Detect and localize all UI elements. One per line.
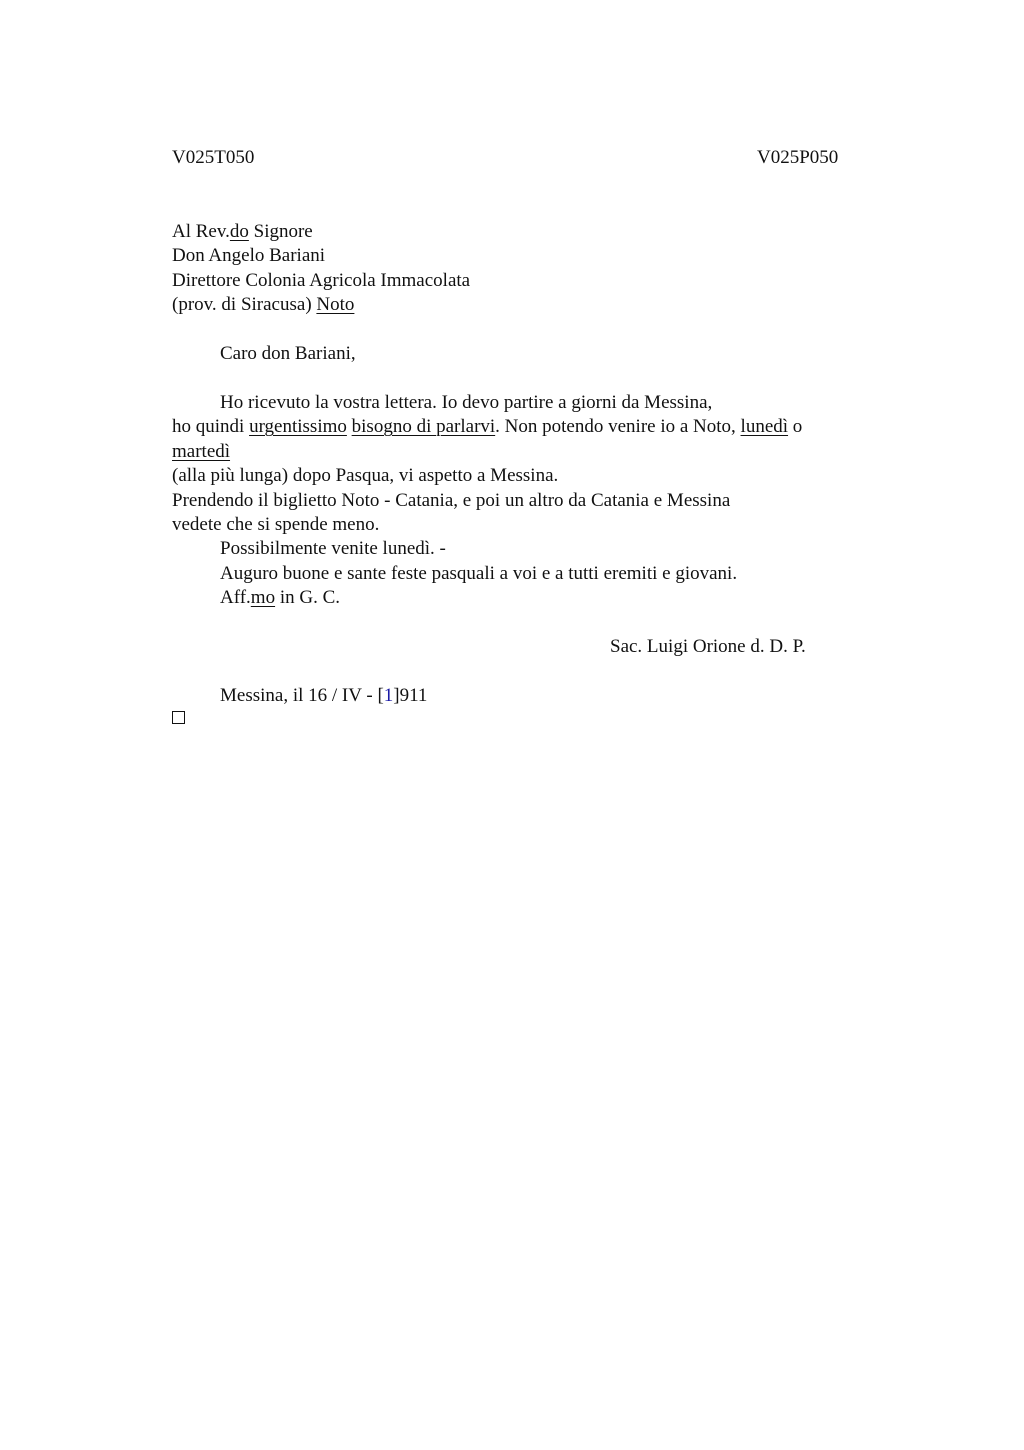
underlined-phrase-bisogno: bisogno di parlarvi (351, 416, 496, 437)
body-line-5: Prendendo il biglietto Noto - Catania, e poi un altro da Catania e Messina (172, 490, 731, 511)
address-line-4 (172, 293, 354, 317)
empty-square-icon (172, 711, 185, 724)
body-line-7: Possibilmente venite lunedì. - (220, 538, 446, 559)
closing-line (220, 586, 340, 610)
dateline (220, 684, 427, 708)
body-line-1: Ho ricevuto la vostra lettera. Io devo partire a giorni da Messina, (220, 392, 713, 413)
body-text: ho quindi (172, 416, 250, 437)
address-title-abbreviation: do (229, 221, 249, 242)
body-line-6: vedete che si spende meno. (172, 514, 380, 535)
address-line-1 (172, 220, 313, 244)
address-city: Noto (316, 294, 355, 315)
body-line-4: (alla più lunga) dopo Pasqua, vi aspetto a Messina. (172, 465, 559, 486)
address-line-2: Don Angelo Bariani (172, 245, 326, 266)
address-title-suffix: Signore (248, 221, 313, 242)
body-line-3 (172, 440, 230, 464)
document-code-right: V025P050 (757, 147, 839, 168)
document-code-left: V025T050 (172, 147, 255, 168)
closing-prefix: Aff. (220, 587, 251, 608)
underlined-word-lunedi: lunedì (740, 416, 789, 437)
closing-suffix: in G. C. (275, 587, 341, 608)
closing-abbreviation: mo (250, 587, 276, 608)
body-line-2 (172, 415, 802, 439)
underlined-word-martedi: martedì (172, 441, 231, 462)
body-text: o (788, 416, 803, 437)
signature: Sac. Luigi Orione d. D. P. (610, 636, 806, 657)
address-line-3: Direttore Colonia Agricola Immacolata (172, 270, 471, 291)
editorial-bracket-digit: 1 (383, 685, 394, 706)
underlined-word-urgentissimo: urgentissimo (249, 416, 347, 437)
salutation: Caro don Bariani, (220, 343, 356, 364)
address-title-prefix: Al Rev. (172, 221, 230, 242)
body-text: . Non potendo venire io a Noto, (495, 416, 741, 437)
address-province: (prov. di Siracusa) (172, 294, 317, 315)
dateline-suffix: ]911 (393, 685, 428, 706)
dateline-prefix: Messina, il 16 / IV - [ (220, 685, 384, 706)
body-line-8: Auguro buone e sante feste pasquali a voi e a tutti eremiti e giovani. (220, 563, 738, 584)
